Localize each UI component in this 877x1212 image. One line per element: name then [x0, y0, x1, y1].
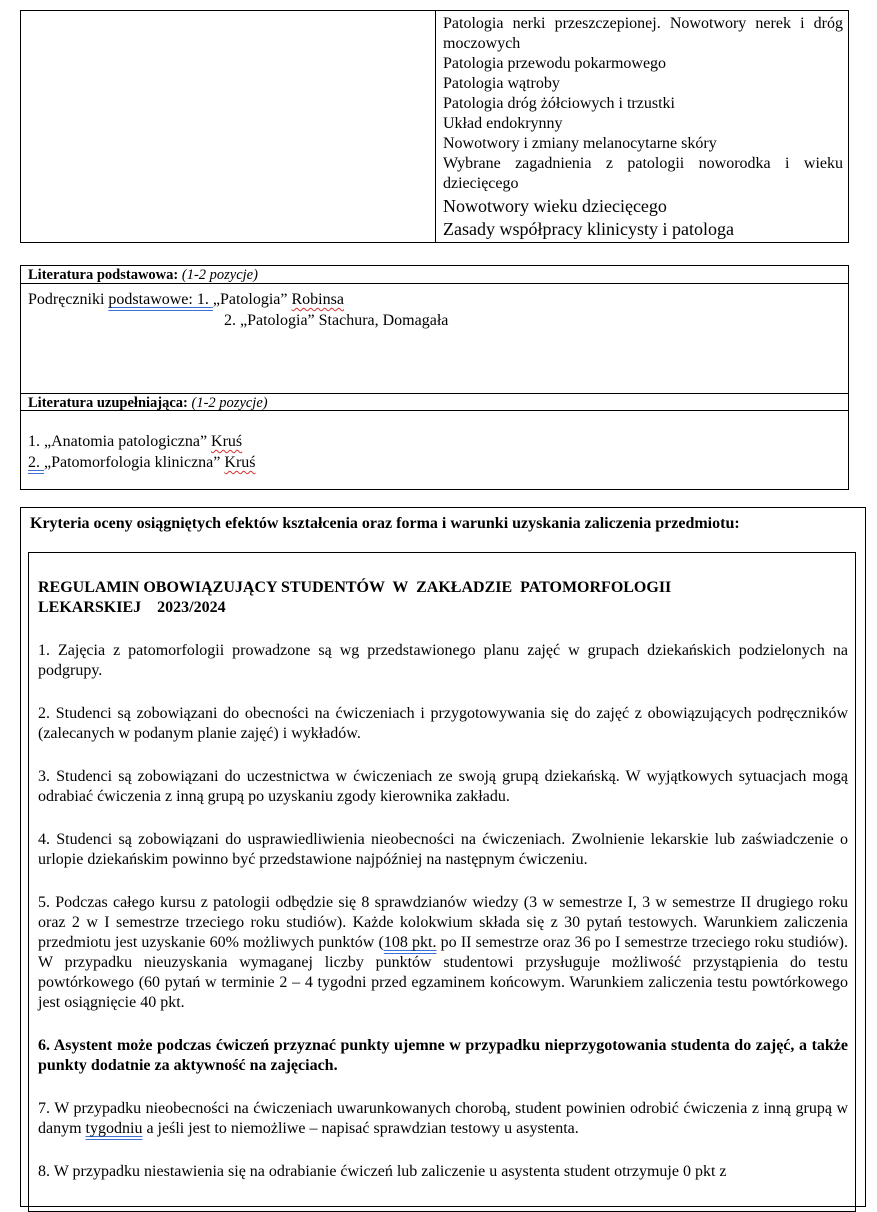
reg-point-5-b: 108 pkt. — [383, 934, 437, 951]
lit-num1: 1. — [192, 291, 213, 308]
reg-title-line-2: LEKARSKIEJ 2023/2024 — [38, 599, 226, 616]
reg-point-7-c: a jeśli jest to niemożliwe – napisać sprawdzian testowy u asystenta. — [142, 1120, 579, 1137]
lit-extra-line-2 — [28, 452, 256, 473]
reg-point-1: 1. Zajęcia z patomorfologii prowadzone są wg przedstawionego planu zajęć w grupach dziekańskich podzielonych na podgrupy. — [38, 642, 848, 679]
reg-point-4: 4. Studenci są zobowiązani do usprawiedliwienia nieobecności na ćwiczeniach. Zwolnienie lekarskie lub zaświadczenie o urlopie dziekańskim powinno być przedstawione najpóźniej na następnym ćwiczeniu. — [38, 831, 848, 868]
topic-item: Nowotwory i zmiany melanocytarne skóry — [443, 135, 717, 152]
lit-basic-line-2: 2. „Patologia” Stachura, Domagała — [224, 312, 449, 329]
topic-item: Patologia nerki przeszczepionej. Nowotwory nerek i dróg moczowych — [443, 15, 843, 52]
lit-basic-label — [28, 266, 258, 284]
lit-extra-label — [28, 394, 268, 412]
lit-extra-author2: Kruś — [224, 454, 256, 471]
topic-text: Układ endokrynny — [443, 115, 563, 132]
lit-extra-item1: 1. „Anatomia patologiczna” — [28, 433, 212, 450]
lit-basic-title: Literatura podstawowa: — [28, 267, 179, 283]
lit-prefix: Podręczniki — [28, 291, 109, 308]
topic-item: Nowotwory wieku dziecięcego — [443, 196, 667, 216]
topic-item: Patologia dróg żółciowych i trzustki — [443, 95, 675, 112]
lit-extra-note: (1-2 pozycje) — [191, 395, 268, 411]
reg-point-5-a: 5. Podczas całego kursu z patologii odbędzie się 8 sprawdzianów wiedzy (3 w semestrze I, 3 w semestrze II drugiego roku oraz 2 w I semestrze trzeciego roku studiów). Każde kolokwium składa się z 30 pytań testowych. Warunkiem zaliczenia przedmiotu jest uzyskanie 60% możliwych punktów ( — [38, 894, 848, 951]
topic-item: Zasady współpracy klinicysty i patologa — [443, 219, 734, 239]
lit-extra-author1: Kruś — [211, 433, 243, 450]
lit-author1: Robinsa — [291, 291, 344, 308]
lit-extra-line-1 — [28, 431, 242, 452]
lit-extra-item2: „Patomorfologia kliniczna” — [44, 454, 225, 471]
topic-item: Patologia wątroby — [443, 75, 560, 92]
reg-point-3: 3. Studenci są zobowiązani do uczestnictwa w ćwiczeniach ze swoją grupą dziekańską. W wyjątkowych sytuacjach mogą odrabiać ćwiczenia z inną grupą po uzyskaniu zgody kierownika zakładu. — [38, 768, 848, 805]
reg-point-7-a: 7. W przypadku nieobecności na ćwiczeniach uwarunkowanych chorobą, student powinien odrobić ćwiczenia z inną grupą w danym — [38, 1100, 848, 1137]
reg-point-7-b: tygodniu — [85, 1120, 143, 1137]
lit-basic-line-1 — [28, 289, 344, 310]
reg-point-7 — [38, 1099, 848, 1139]
topic-item: Wybrane zagadnienia z patologii noworodka i wieku dziecięcego — [443, 155, 843, 192]
topic-item: Patologia przewodu pokarmowego — [443, 55, 667, 72]
lit-book1: „Patologia” — [212, 291, 292, 308]
regulations-content — [38, 578, 848, 1182]
lit-extra-title: Literatura uzupełniająca: — [28, 395, 188, 411]
reg-point-5 — [38, 893, 848, 1013]
reg-point-6: 6. Asystent może podczas ćwiczeń przyznać punkty ujemne w przypadku nieprzygotowania studenta do zajęć, a także punkty dodatnie za aktywność na zajęciach. — [38, 1037, 848, 1074]
topic-item — [443, 114, 843, 134]
reg-title — [38, 578, 848, 618]
topics-list — [443, 14, 843, 240]
reg-point-5-c: po II semestrze oraz 36 po I semestrze trzeciego roku studiów). W przypadku nieuzyskania wymaganej liczby punktów studentowi przysługuje możliwość przystąpienia do testu powtórkowego (60 pytań w terminie 2 – 4 tygodni przed egzaminem końcowym. Warunkiem zaliczenia testu powtórkowego jest osiągnięcie 40 pkt. — [38, 934, 849, 1011]
topics-divider — [435, 10, 436, 243]
criteria-heading: Kryteria oceny osiągniętych efektów kształcenia oraz forma i warunki uzyskania zaliczenia przedmiotu: — [30, 515, 740, 532]
lit-word: podstawowe: — [108, 291, 193, 308]
lit-extra-num2: 2. — [28, 454, 44, 471]
reg-title-line-1: REGULAMIN OBOWIĄZUJĄCY STUDENTÓW W ZAKŁADZIE PATOMORFOLOGII — [38, 579, 672, 596]
reg-point-8: 8. W przypadku niestawienia się na odrabianie ćwiczeń lub zaliczenie u asystenta student otrzymuje 0 pkt z — [38, 1163, 727, 1180]
lit-basic-note: (1-2 pozycje) — [181, 267, 258, 283]
reg-point-2: 2. Studenci są zobowiązani do obecności na ćwiczeniach i przygotowywania się do zajęć z obowiązujących podręczników (zalecanych w podanym planie zajęć) i wykładów. — [38, 705, 848, 742]
